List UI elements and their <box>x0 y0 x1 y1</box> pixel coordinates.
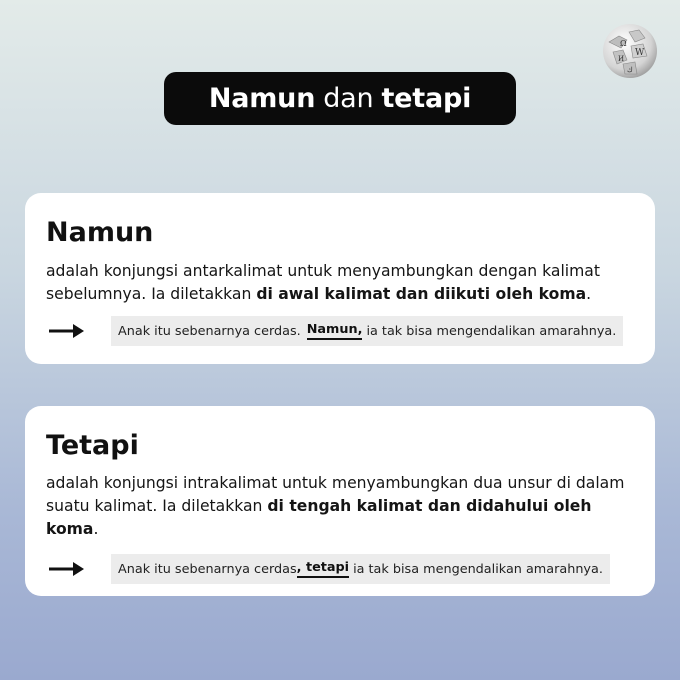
card-tetapi <box>25 406 655 596</box>
svg-text:Ω: Ω <box>620 39 627 48</box>
card-heading: Tetapi <box>46 430 139 461</box>
example-text-after: ia tak bisa mengendalikan amarahnya. <box>353 561 603 577</box>
card-description <box>46 472 635 541</box>
example-text-after: ia tak bisa mengendalikan amarahnya. <box>366 323 617 339</box>
example-sentence <box>111 554 610 584</box>
svg-text:W: W <box>635 48 645 58</box>
example-row <box>49 316 623 346</box>
card-description <box>46 260 635 306</box>
example-highlight <box>297 560 349 578</box>
card-heading: Namun <box>46 217 154 248</box>
wikipedia-globe-icon <box>601 22 659 80</box>
arrow-right-icon <box>49 561 84 577</box>
svg-text:И: И <box>618 55 625 63</box>
card-namun <box>25 193 655 364</box>
desc-bold-text: di tengah kalimat dan didahului oleh koma <box>46 497 592 538</box>
desc-end: . <box>586 285 592 303</box>
example-sentence <box>111 316 623 346</box>
title-part-tetapi: tetapi <box>381 83 472 114</box>
desc-text: adalah konjungsi intrakalimat untuk menyambungkan dua unsur di dalam suatu kalimat. Ia diletakkan <box>46 474 625 515</box>
desc-bold-text: di awal kalimat dan diikuti oleh koma <box>256 285 587 303</box>
arrow-right-icon <box>49 323 84 339</box>
desc-end: . <box>93 520 99 538</box>
example-text-before: Anak itu sebenarnya cerdas. <box>118 323 301 339</box>
title-part-namun: Namun <box>208 83 316 114</box>
desc-text: adalah konjungsi antarkalimat untuk menyambungkan dengan kalimat sebelumnya. Ia diletakkan <box>46 262 600 303</box>
page-title <box>164 72 516 125</box>
example-highlight <box>307 322 363 340</box>
example-row <box>49 554 610 584</box>
example-highlight-text: , tetapi <box>296 560 350 575</box>
title-part-dan: dan <box>323 83 374 114</box>
example-highlight-text: Namun, <box>306 322 363 337</box>
example-text-before: Anak itu sebenarnya cerdas <box>118 561 297 577</box>
svg-text:ك: ك <box>627 66 633 74</box>
